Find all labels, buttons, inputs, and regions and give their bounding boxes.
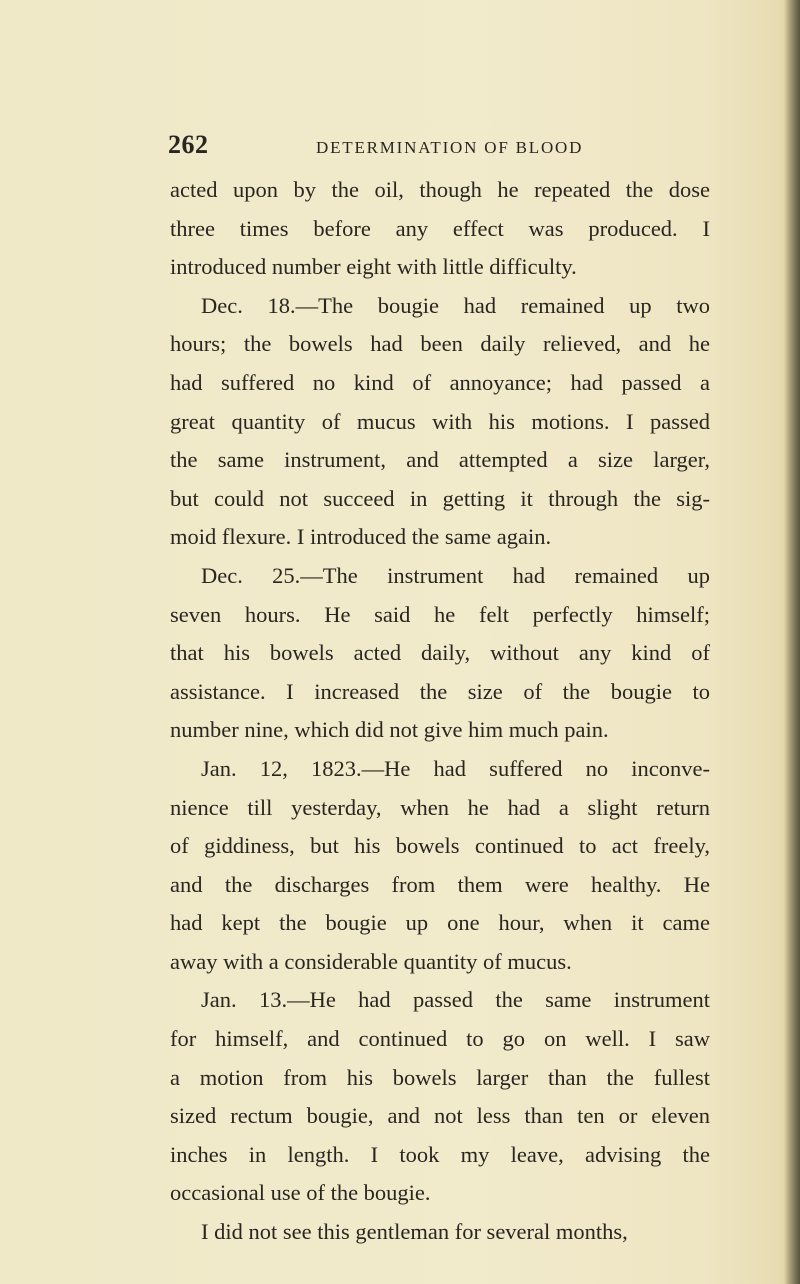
text-line: Jan. 13.—He had passed the same instrument — [201, 987, 710, 1013]
page-number: 262 — [168, 130, 209, 159]
text-line: the same instrument, and attempted a size larger, — [170, 447, 710, 473]
text-line: Dec. 25.—The instrument had remained up — [201, 562, 710, 588]
text-line: number nine, which did not give him much pain. — [170, 717, 609, 743]
text-line: Jan. 12, 1823.—He had suffered no inconve- — [201, 755, 710, 781]
text-line: had suffered no kind of annoyance; had passed a — [170, 369, 710, 395]
text-line: a motion from his bowels larger than the fullest — [170, 1064, 710, 1090]
text-line: that his bowels acted daily, without any kind of — [170, 640, 710, 666]
text-line: I did not see this gentleman for several months, — [201, 1219, 628, 1245]
page-header — [168, 130, 728, 170]
text-line: great quantity of mucus with his motions. I passed — [170, 408, 710, 434]
running-head: DETERMINATION OF BLOOD — [316, 138, 584, 157]
text-line: sized rectum bougie, and not less than ten or eleven — [170, 1103, 710, 1129]
text-line: nience till yesterday, when he had a slight return — [170, 794, 710, 820]
text-line: Dec. 18.—The bougie had remained up two — [201, 292, 710, 318]
text-line: moid flexure. I introduced the same again. — [170, 524, 552, 550]
text-line: of giddiness, but his bowels continued to act freely, — [170, 833, 710, 859]
text-line: away with a considerable quantity of mucus. — [170, 948, 572, 974]
text-line: seven hours. He said he felt perfectly himself; — [170, 601, 710, 627]
binding-edge-shadow — [784, 0, 800, 1284]
text-line: for himself, and continued to go on well. I saw — [170, 1026, 710, 1052]
text-line: introduced number eight with little difficulty. — [170, 254, 577, 280]
text-line: three times before any effect was produced. I — [170, 215, 710, 241]
text-line: but could not succeed in getting it through the sig- — [170, 485, 710, 511]
text-line: acted upon by the oil, though he repeated the dose — [170, 177, 710, 202]
body-text — [170, 171, 710, 1252]
text-line: and the discharges from them were healthy. He — [170, 871, 710, 897]
text-line: hours; the bowels had been daily relieved, and he — [170, 331, 710, 357]
text-line: inches in length. I took my leave, advising the — [170, 1141, 710, 1167]
text-line: assistance. I increased the size of the bougie to — [170, 678, 710, 704]
text-line: had kept the bougie up one hour, when it came — [170, 910, 710, 936]
text-line: occasional use of the bougie. — [170, 1180, 431, 1206]
